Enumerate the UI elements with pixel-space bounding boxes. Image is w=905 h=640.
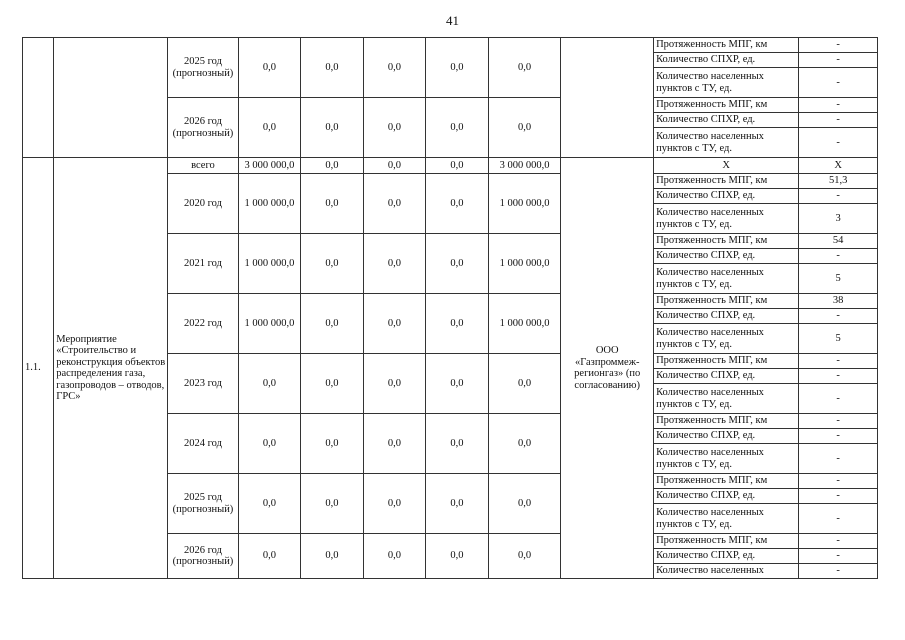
- value-cell: 1 000 000,0: [238, 174, 301, 234]
- indicator-value: 38: [799, 294, 878, 309]
- year-cell: 2022 год: [168, 294, 239, 354]
- indicator-value: -: [799, 354, 878, 369]
- table-row: [23, 158, 878, 174]
- value-cell: 0,0: [301, 38, 364, 98]
- value-cell: 0,0: [301, 294, 364, 354]
- indicator-label: Протяженность МПГ, км: [654, 474, 799, 489]
- indicator-label: Количество населенных пунктов с ТУ, ед.: [654, 128, 799, 158]
- value-cell: 1 000 000,0: [488, 234, 561, 294]
- value-cell: 0,0: [363, 158, 426, 174]
- value-cell: 0,0: [238, 534, 301, 579]
- value-cell: 0,0: [488, 414, 561, 474]
- value-cell: 3 000 000,0: [488, 158, 561, 174]
- indicator-value: 5: [799, 324, 878, 354]
- indicator-label: Количество СПХР, ед.: [654, 189, 799, 204]
- indicator-label: Протяженность МПГ, км: [654, 534, 799, 549]
- indicator-label: Количество населенных пунктов с ТУ, ед.: [654, 264, 799, 294]
- executor-cell: ООО «Газпроммеж-регионгаз» (по согласованию): [561, 158, 654, 579]
- value-cell: 0,0: [363, 414, 426, 474]
- value-cell: 0,0: [238, 474, 301, 534]
- value-cell: 1 000 000,0: [488, 174, 561, 234]
- indicator-label: Протяженность МПГ, км: [654, 38, 799, 53]
- indicator-value: -: [799, 369, 878, 384]
- indicator-label: Количество СПХР, ед.: [654, 429, 799, 444]
- indicator-value: -: [799, 249, 878, 264]
- indicator-label: Протяженность МПГ, км: [654, 294, 799, 309]
- year-cell: 2020 год: [168, 174, 239, 234]
- indicator-value: -: [799, 384, 878, 414]
- value-cell: 0,0: [363, 474, 426, 534]
- value-cell: 0,0: [426, 98, 489, 158]
- value-cell: 0,0: [488, 98, 561, 158]
- indicator-label: Количество населенных пунктов с ТУ, ед.: [654, 204, 799, 234]
- value-cell: 0,0: [426, 474, 489, 534]
- year-cell: всего: [168, 158, 239, 174]
- indicator-value: 54: [799, 234, 878, 249]
- value-cell: 0,0: [363, 98, 426, 158]
- indicator-value: -: [799, 68, 878, 98]
- value-cell: 0,0: [488, 38, 561, 98]
- value-cell: 0,0: [363, 354, 426, 414]
- indicator-value: -: [799, 113, 878, 128]
- indicator-label: Протяженность МПГ, км: [654, 98, 799, 113]
- indicator-value: -: [799, 444, 878, 474]
- indicator-label: Количество СПХР, ед.: [654, 489, 799, 504]
- value-cell: 0,0: [238, 38, 301, 98]
- indicator-label: Протяженность МПГ, км: [654, 234, 799, 249]
- indicator-value: -: [799, 189, 878, 204]
- indicator-value: -: [799, 414, 878, 429]
- indicator-label: Количество СПХР, ед.: [654, 309, 799, 324]
- indicator-value: -: [799, 564, 878, 579]
- indicator-label: Протяженность МПГ, км: [654, 174, 799, 189]
- value-cell: 0,0: [301, 158, 364, 174]
- value-cell: 0,0: [301, 354, 364, 414]
- indicator-value: -: [799, 98, 878, 113]
- year-cell: 2023 год: [168, 354, 239, 414]
- value-cell: 0,0: [426, 234, 489, 294]
- year-cell: 2024 год: [168, 414, 239, 474]
- value-cell: 0,0: [426, 38, 489, 98]
- indicator-value: -: [799, 309, 878, 324]
- indicator-value: 51,3: [799, 174, 878, 189]
- value-cell: 0,0: [363, 234, 426, 294]
- indicator-value: -: [799, 128, 878, 158]
- indicator-label: Протяженность МПГ, км: [654, 354, 799, 369]
- indicator-value: -: [799, 474, 878, 489]
- indicator-value: 3: [799, 204, 878, 234]
- value-cell: 0,0: [301, 234, 364, 294]
- indicator-value: -: [799, 504, 878, 534]
- indicator-label: Количество СПХР, ед.: [654, 549, 799, 564]
- year-cell: 2021 год: [168, 234, 239, 294]
- indicator-label: Количество населенных пунктов с ТУ, ед.: [654, 384, 799, 414]
- value-cell: 0,0: [238, 98, 301, 158]
- event-name: Мероприятие «Строительство и реконструкция объектов распределения газа, газопроводов – отводов, ГРС»: [54, 158, 168, 579]
- indicator-label: Количество населенных пунктов с ТУ, ед.: [654, 68, 799, 98]
- value-cell: 0,0: [301, 98, 364, 158]
- indicator-value: -: [799, 549, 878, 564]
- indicator-label: Количество населенных: [654, 564, 799, 579]
- indicator-value: -: [799, 38, 878, 53]
- value-cell: 0,0: [426, 354, 489, 414]
- event-number: 1.1.: [23, 158, 54, 579]
- value-cell: 0,0: [488, 534, 561, 579]
- value-cell: 0,0: [363, 534, 426, 579]
- year-cell: 2026 год (прогнозный): [168, 98, 239, 158]
- indicator-value: -: [799, 429, 878, 444]
- value-cell: 1 000 000,0: [488, 294, 561, 354]
- value-cell: 0,0: [363, 174, 426, 234]
- indicator-value: Х: [799, 158, 878, 174]
- value-cell: 1 000 000,0: [238, 294, 301, 354]
- indicator-value: -: [799, 53, 878, 68]
- value-cell: 0,0: [426, 534, 489, 579]
- number-cell-empty: [23, 38, 54, 158]
- value-cell: 0,0: [238, 414, 301, 474]
- indicator-label: Количество населенных пунктов с ТУ, ед.: [654, 444, 799, 474]
- value-cell: 0,0: [363, 294, 426, 354]
- year-cell: 2026 год (прогнозный): [168, 534, 239, 579]
- value-cell: 0,0: [488, 354, 561, 414]
- indicator-value: 5: [799, 264, 878, 294]
- indicator-label: Количество СПХР, ед.: [654, 113, 799, 128]
- program-table: [22, 37, 878, 579]
- indicator-label: Количество населенных пунктов с ТУ, ед.: [654, 504, 799, 534]
- indicator-label: Количество СПХР, ед.: [654, 53, 799, 68]
- value-cell: 0,0: [301, 174, 364, 234]
- year-cell: 2025 год (прогнозный): [168, 474, 239, 534]
- value-cell: 1 000 000,0: [238, 234, 301, 294]
- indicator-value: -: [799, 534, 878, 549]
- indicator-label: Количество населенных пунктов с ТУ, ед.: [654, 324, 799, 354]
- page-number: 41: [446, 13, 459, 28]
- value-cell: 0,0: [426, 294, 489, 354]
- executor-cell-empty: [561, 38, 654, 158]
- value-cell: 0,0: [488, 474, 561, 534]
- indicator-value: -: [799, 489, 878, 504]
- value-cell: 3 000 000,0: [238, 158, 301, 174]
- indicator-label: Количество СПХР, ед.: [654, 249, 799, 264]
- value-cell: 0,0: [363, 38, 426, 98]
- value-cell: 0,0: [238, 354, 301, 414]
- value-cell: 0,0: [426, 158, 489, 174]
- indicator-label: Количество СПХР, ед.: [654, 369, 799, 384]
- value-cell: 0,0: [426, 414, 489, 474]
- table-row: [23, 38, 878, 53]
- value-cell: 0,0: [301, 534, 364, 579]
- year-cell: 2025 год (прогнозный): [168, 38, 239, 98]
- value-cell: 0,0: [301, 474, 364, 534]
- value-cell: 0,0: [426, 174, 489, 234]
- event-name-empty: [54, 38, 168, 158]
- indicator-label: Х: [654, 158, 799, 174]
- value-cell: 0,0: [301, 414, 364, 474]
- indicator-label: Протяженность МПГ, км: [654, 414, 799, 429]
